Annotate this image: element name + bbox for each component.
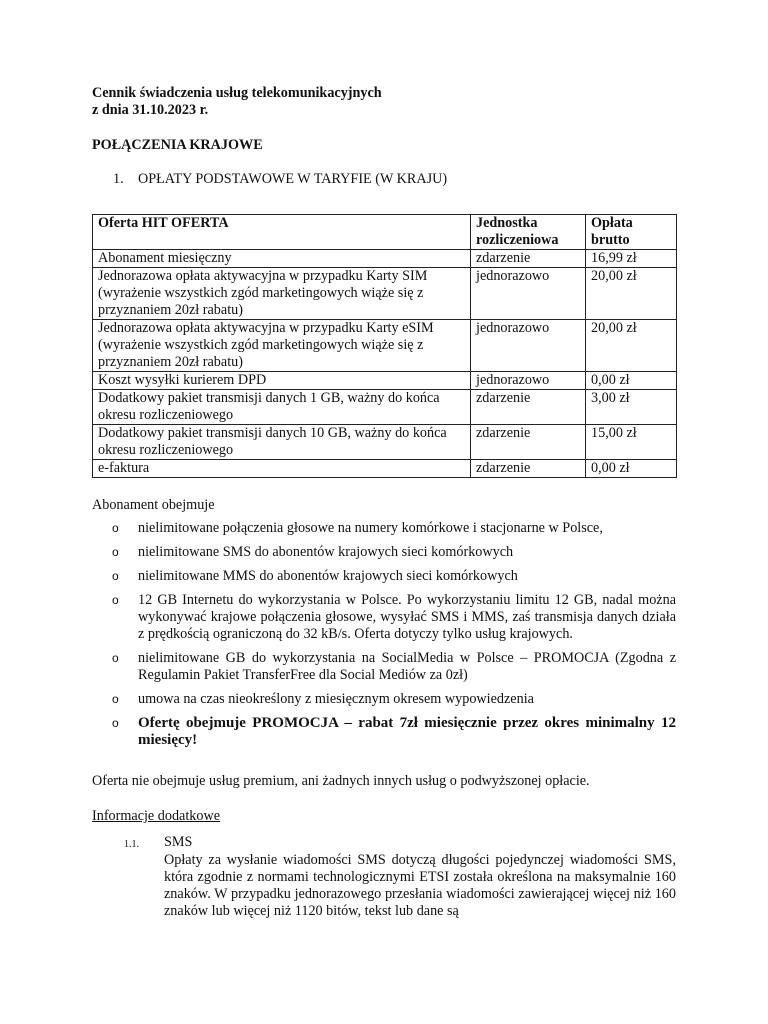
sms-section-number: 1.1. [124,839,139,850]
row-unit: zdarzenie [471,250,586,268]
list-item-text: nielimitowane MMS do abonentów krajowych sieci komórkowych [138,568,518,584]
list-item [0,691,676,708]
list-item-text: nielimitowane SMS do abonentów krajowych sieci komórkowych [138,544,514,560]
table-row [93,250,677,268]
table-row [93,390,677,425]
bullet-circle-icon: o [112,569,119,583]
section-title: POŁĄCZENIA KRAJOWE [92,137,263,153]
table-row [93,425,677,460]
list-item [0,544,676,561]
header-offer: Oferta HIT OFERTA [93,215,471,250]
sms-section-title: SMS [164,834,193,850]
list-item [0,650,676,684]
row-unit: jednorazowo [471,320,586,372]
bullet-circle-icon: o [112,593,119,607]
additional-info-heading: Informacje dodatkowe [92,808,221,824]
row-price: 20,00 zł [586,320,677,372]
row-unit: jednorazowo [471,268,586,320]
list-item-text: nielimitowane połączenia głosowe na numery komórkowe i stacjonarne w Polsce, [138,520,603,536]
row-unit: zdarzenie [471,425,586,460]
list-item-text: nielimitowane GB do wykorzystania na SocialMedia w Polsce – PROMOCJA (Zgodna z Regulamin Pakiet TransferFree dla Social Mediów za 0zł) [138,650,676,683]
bullet-circle-icon: o [112,692,119,706]
row-price: 16,99 zł [586,250,677,268]
bullet-circle-icon: o [112,716,119,730]
list-item-promo [0,715,676,749]
row-service: Dodatkowy pakiet transmisji danych 10 GB, ważny do końca okresu rozliczeniowego [93,425,471,460]
row-service: Jednorazowa opłata aktywacyjna w przypadku Karty eSIM (wyrażenie wszystkich zgód marketingowych wiąże się z przyznaniem 20zł rabatu) [93,320,471,372]
table-header-row [93,215,677,250]
tariff-table [92,214,677,478]
table-row [93,320,677,372]
row-service: Dodatkowy pakiet transmisji danych 1 GB, ważny do końca okresu rozliczeniowego [93,390,471,425]
row-unit: jednorazowo [471,372,586,390]
list-item [0,592,676,643]
header-price: Opłata brutto [586,215,677,250]
table-row [93,372,677,390]
subsection-number: 1. [113,171,124,187]
list-item [0,568,676,585]
row-price: 3,00 zł [586,390,677,425]
premium-note: Oferta nie obejmuje usług premium, ani żadnych innych usług o podwyższonej opłacie. [92,773,590,789]
list-item-text: umowa na czas nieokreślony z miesięcznym okresem wypowiedzenia [138,691,534,707]
row-unit: zdarzenie [471,390,586,425]
row-service: e-faktura [93,460,471,478]
subscription-heading: Abonament obejmuje [92,497,215,513]
bullet-circle-icon: o [112,651,119,665]
row-price: 0,00 zł [586,460,677,478]
row-service: Koszt wysyłki kurierem DPD [93,372,471,390]
subsection-title: OPŁATY PODSTAWOWE W TARYFIE (W KRAJU) [138,171,448,187]
row-price: 20,00 zł [586,268,677,320]
table-row [93,268,677,320]
row-service: Jednorazowa opłata aktywacyjna w przypadku Karty SIM (wyrażenie wszystkich zgód marketingowych wiąże się z przyznaniem 20zł rabatu) [93,268,471,320]
subscription-list [0,520,768,749]
header-unit: Jednostka rozliczeniowa [471,215,586,250]
sms-section-body: Opłaty za wysłanie wiadomości SMS dotyczą długości pojedynczej wiadomości SMS, która zgodnie z normami technologicznymi ETSI została określona na maksymalnie 160 znaków. W przypadku jednorazowego przesłania wiadomości zawierającej więcej niż 160 znaków lub więcej niż 1120 bitów, tekst lub dane są [164,852,676,919]
table-row [93,460,677,478]
list-item [0,520,676,537]
bullet-circle-icon: o [112,545,119,559]
document-title-date: z dnia 31.10.2023 r. [92,102,209,118]
row-price: 0,00 zł [586,372,677,390]
document-title-line1: Cennik świadczenia usług telekomunikacyjnych [92,85,382,101]
promo-text: Ofertę obejmuje PROMOCJA – rabat 7zł miesięcznie przez okres minimalny 12 miesięcy! [138,715,676,748]
row-service: Abonament miesięczny [93,250,471,268]
bullet-circle-icon: o [112,521,119,535]
list-item-text: 12 GB Internetu do wykorzystania w Polsce. Po wykorzystaniu limitu 12 GB, nadal można wykonywać krajowe połączenia głosowe, wysyłać SMS i MMS, zaś transmisja danych działa z prędkością ograniczoną do 32 kB/s. Oferta dotyczy tylko usług krajowych. [138,592,676,642]
row-price: 15,00 zł [586,425,677,460]
row-unit: zdarzenie [471,460,586,478]
